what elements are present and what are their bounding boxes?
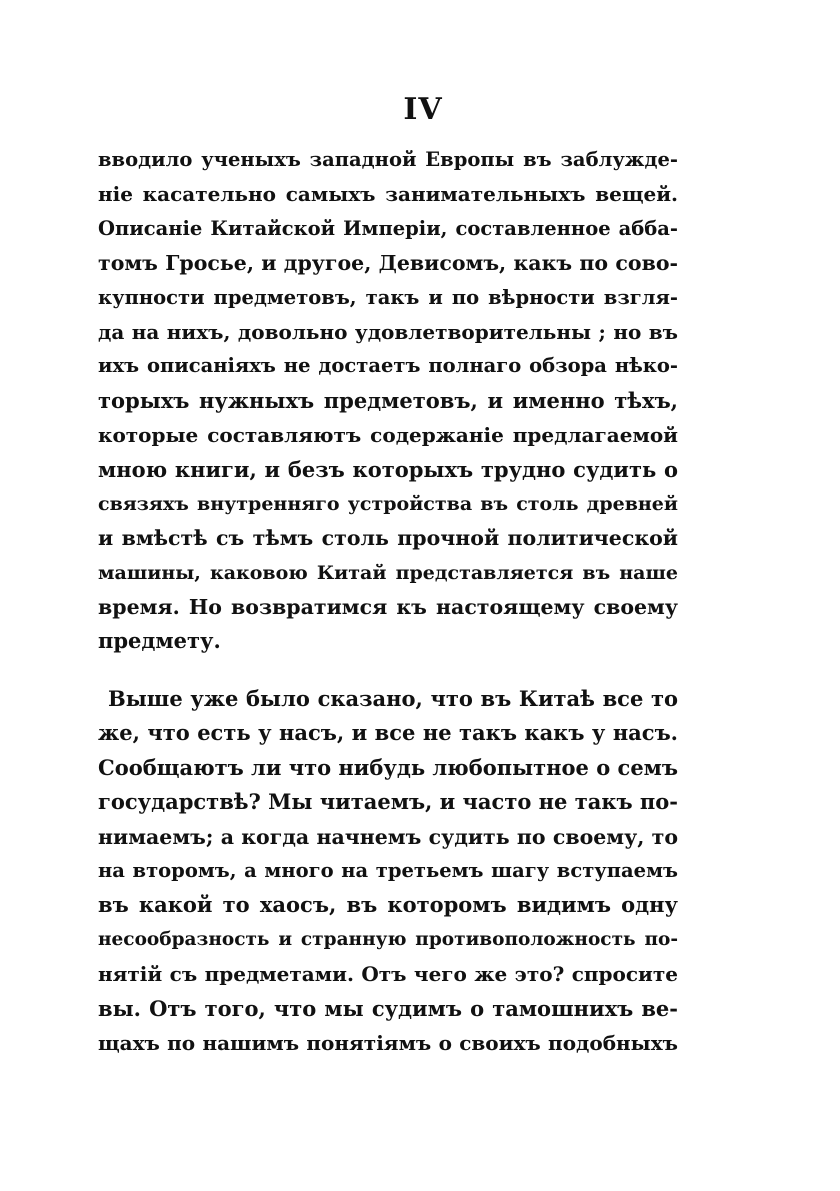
text-line: Сообщаютъ ли что нибудь любопытное о семъ: [98, 754, 679, 780]
paragraph-1: [98, 143, 678, 659]
text-line: ніе касательно самыхъ занимательныхъ вещей.: [98, 182, 678, 207]
text-line: купности предметовъ, такъ и по вѣрности взгля-: [98, 285, 678, 309]
text-line: да на нихъ, довольно удовлетворительны ; но въ: [98, 319, 678, 344]
text-line: машины, каковою Китай представляется въ наше: [98, 561, 678, 584]
text-line: нятій съ предметами. Отъ чего же это? спросите: [98, 962, 678, 987]
page-number: IV: [403, 92, 443, 127]
text-line: несообразность и странную противоположность по-: [98, 928, 678, 950]
paragraph-2: [98, 682, 678, 1060]
text-line: связяхъ внутренняго устройства въ столь древней: [98, 492, 678, 515]
text-line: предмету.: [98, 628, 221, 654]
text-line: же, что есть у насъ, и все не такъ какъ у насъ.: [98, 720, 678, 746]
text-line: вводило ученыхъ западной Европы въ заблужде-: [98, 148, 678, 171]
text-line: мною книги, и безъ которыхъ трудно судить о: [98, 456, 678, 482]
text-line: время. Но возвратимся къ настоящему своему: [98, 595, 678, 620]
text-line: щахъ по нашимъ понятіямъ о своихъ подобныхъ: [98, 1030, 678, 1055]
text-line: Описаніе Китайской Имперіи, составленное абба-: [98, 216, 678, 240]
text-line: и вмѣстѣ съ тѣмъ столь прочной политической: [98, 526, 678, 551]
text-line: торыхъ нужныхъ предметовъ, и именно тѣхъ,: [98, 387, 678, 413]
text-line: томъ Гросье, и другое, Девисомъ, какъ по сово-: [98, 251, 678, 276]
text-line: нимаемъ; а когда начнемъ судить по своему, то: [98, 824, 678, 849]
text-line: въ какой то хаосъ, въ которомъ видимъ одну: [98, 892, 678, 918]
text-line: вы. Отъ того, что мы судимъ о тамошнихъ ве-: [98, 995, 678, 1021]
text-line: ихъ описаніяхъ не достаетъ полнаго обзора нѣко-: [98, 354, 678, 378]
text-line: которые составляютъ содержаніе предлагаемой: [98, 423, 678, 448]
text-line: на второмъ, а много на третьемъ шагу вступаемъ: [98, 858, 678, 882]
text-line: государствѣ? Мы читаемъ, и часто не такъ по-: [98, 789, 678, 815]
text-line: Выше уже было сказано, что въ Китаѣ все то: [108, 686, 678, 711]
